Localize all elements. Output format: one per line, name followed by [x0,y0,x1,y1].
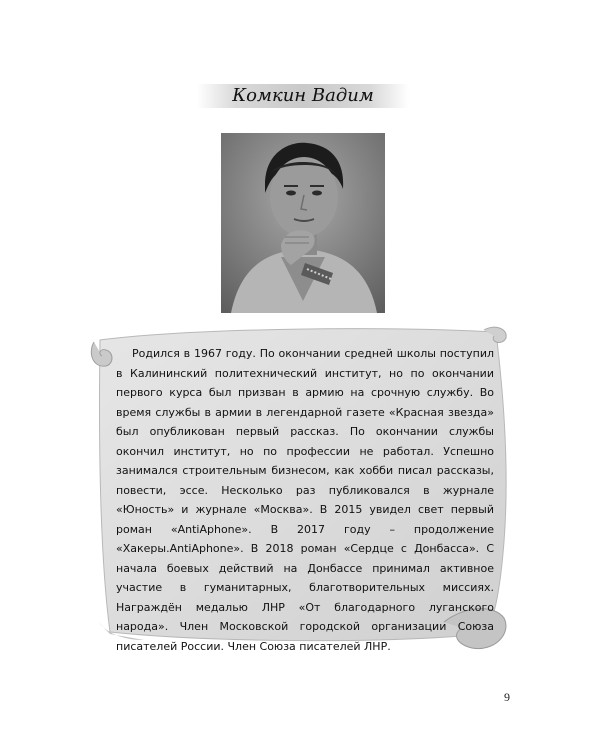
author-portrait [221,133,385,313]
author-biography: Родился в 1967 году. По окончании средней школы поступил в Калининский политехнический институт, но по окончании первого курса был призван в армию на срочную службу. Во время службы в армии в легендарной газете «Красная звезда» был опубликован первый рассказ. По окончании службы окончил институт, но по профессии не работал. Успешно занимался строительным бизнесом, как хобби писал рассказы, повести, эссе. Несколько раз публиковался в журнале «Юность» и журнале «Москва». В 2015 увидел свет первый роман «AntiAphone». В 2017 году – продолжение «Хакеры.AntiAphone». В 2018 роман «Сердце с Донбасса». С начала боевых действий на Донбассе принимал активное участие в гуманитарных, благотворительных миссиях. Награждён медалью ЛНР «От благодарного луганского народа». Член Московской городской организации Союза писателей России. Член Союза писателей ЛНР. [116,347,494,653]
portrait-photo-icon [221,133,385,313]
author-name: Комкин Вадим [232,85,374,106]
page-number: 9 [504,690,510,704]
